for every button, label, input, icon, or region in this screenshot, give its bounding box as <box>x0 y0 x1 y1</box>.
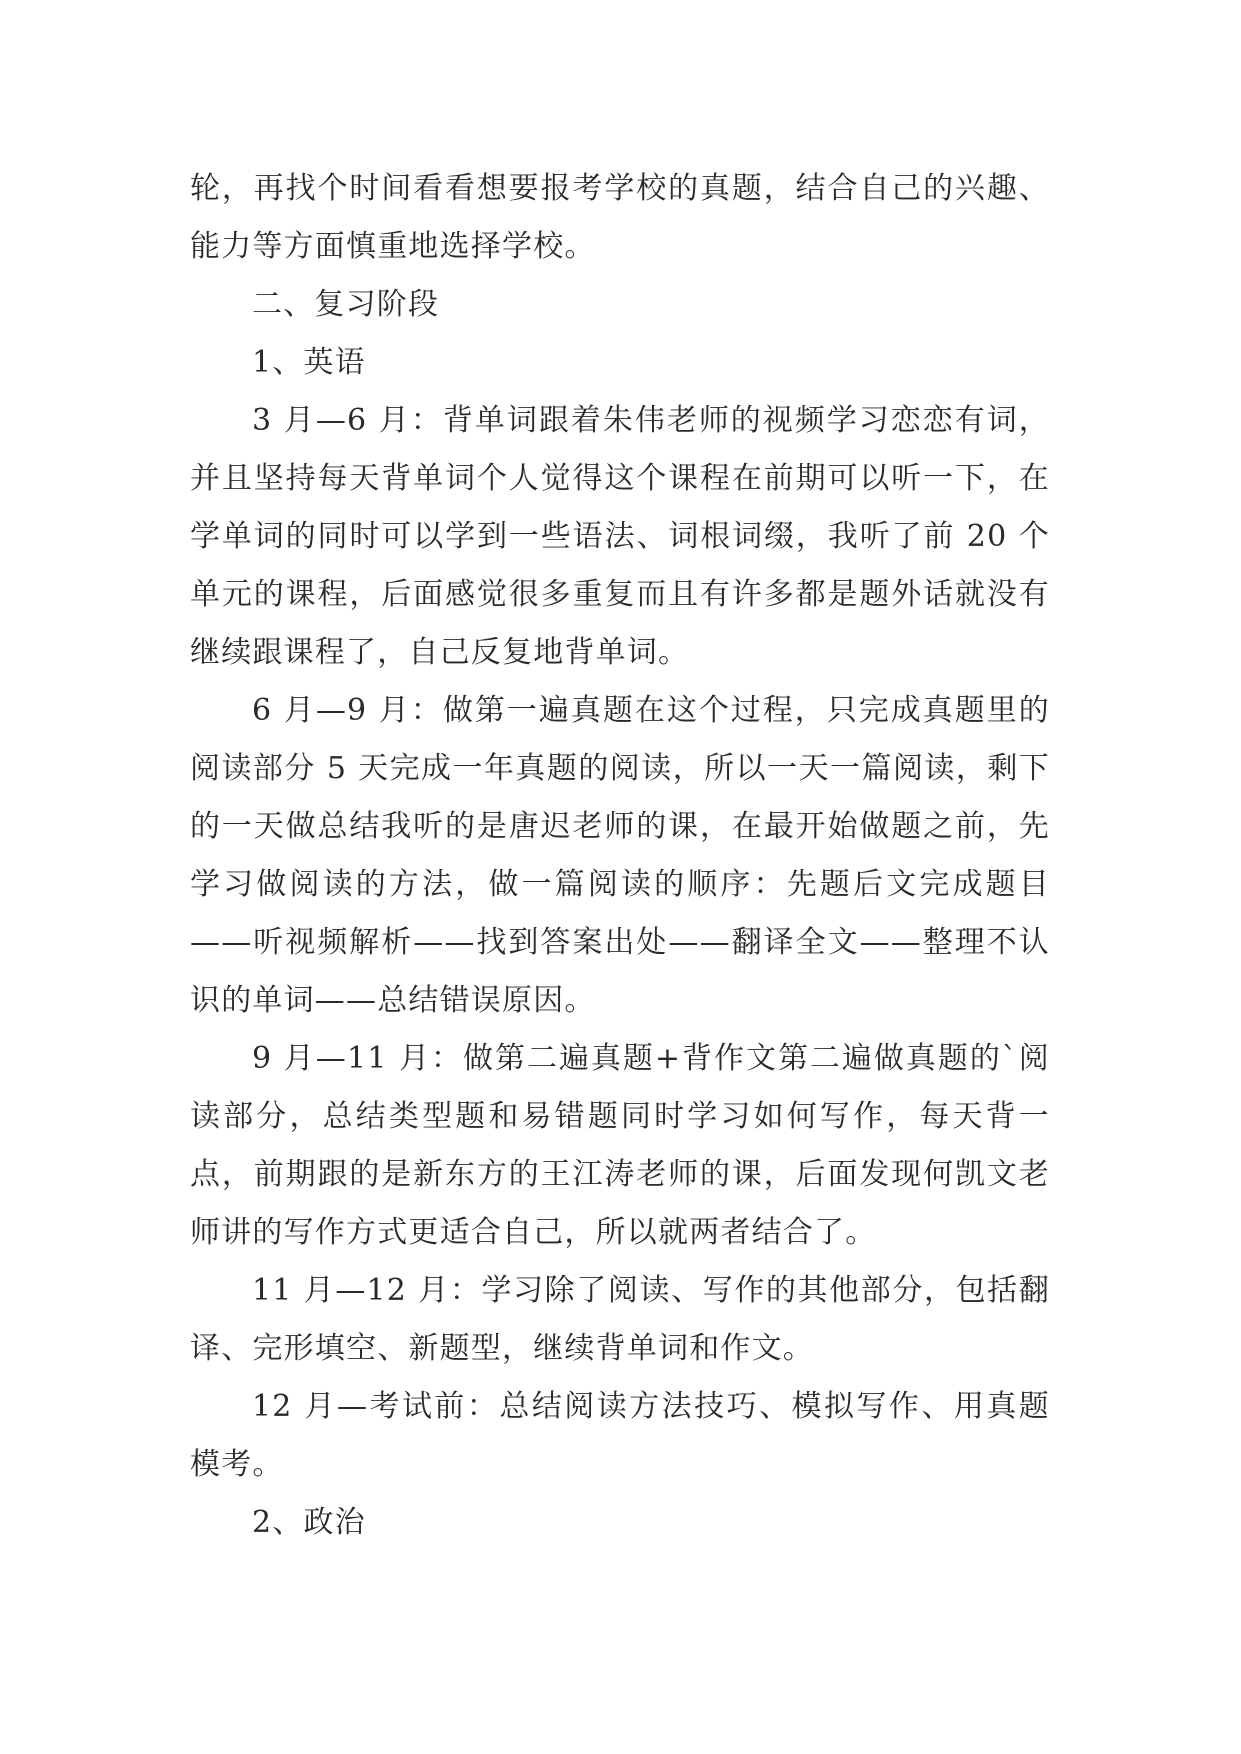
document-body <box>190 160 1050 1552</box>
paragraph-june-september: 6 月—9 月：做第一遍真题在这个过程，只完成真题里的阅读部分 5 天完成一年真题的阅读，所以一天一篇阅读，剩下的一天做总结我听的是唐迟老师的课，在最开始做题之前，先学习做阅读的方法，做一篇阅读的顺序：先题后文完成题目——听视频解析——找到答案出处——翻译全文——整理不认识的单词——总结错误原因。 <box>190 693 1050 1018</box>
paragraph-intro-continuation: 轮，再找个时间看看想要报考学校的真题，结合自己的兴趣、能力等方面慎重地选择学校。 <box>190 171 1050 264</box>
paragraph-november-december: 11 月—12 月：学习除了阅读、写作的其他部分，包括翻译、完形填空、新题型，继续背单词和作文。 <box>190 1273 1050 1366</box>
subheading-english: 1、英语 <box>252 345 366 380</box>
paragraph-december-exam: 12 月—考试前：总结阅读方法技巧、模拟写作、用真题模考。 <box>190 1389 1050 1482</box>
subheading-politics: 2、政治 <box>252 1505 366 1540</box>
section-heading-review-stage: 二、复习阶段 <box>252 287 440 322</box>
paragraph-march-june: 3 月—6 月：背单词跟着朱伟老师的视频学习恋恋有词，并且坚持每天背单词个人觉得这个课程在前期可以听一下，在学单词的同时可以学到一些语法、词根词缀，我听了前 20 个单元的课程，后面感觉很多重复而且有许多都是题外话就没有继续跟课程了，自己反复地背单词。 <box>190 403 1050 670</box>
paragraph-september-november: 9 月—11 月：做第二遍真题+背作文第二遍做真题的`阅读部分，总结类型题和易错题同时学习如何写作，每天背一点，前期跟的是新东方的王江涛老师的课，后面发现何凯文老师讲的写作方式更适合自己，所以就两者结合了。 <box>190 1041 1050 1250</box>
